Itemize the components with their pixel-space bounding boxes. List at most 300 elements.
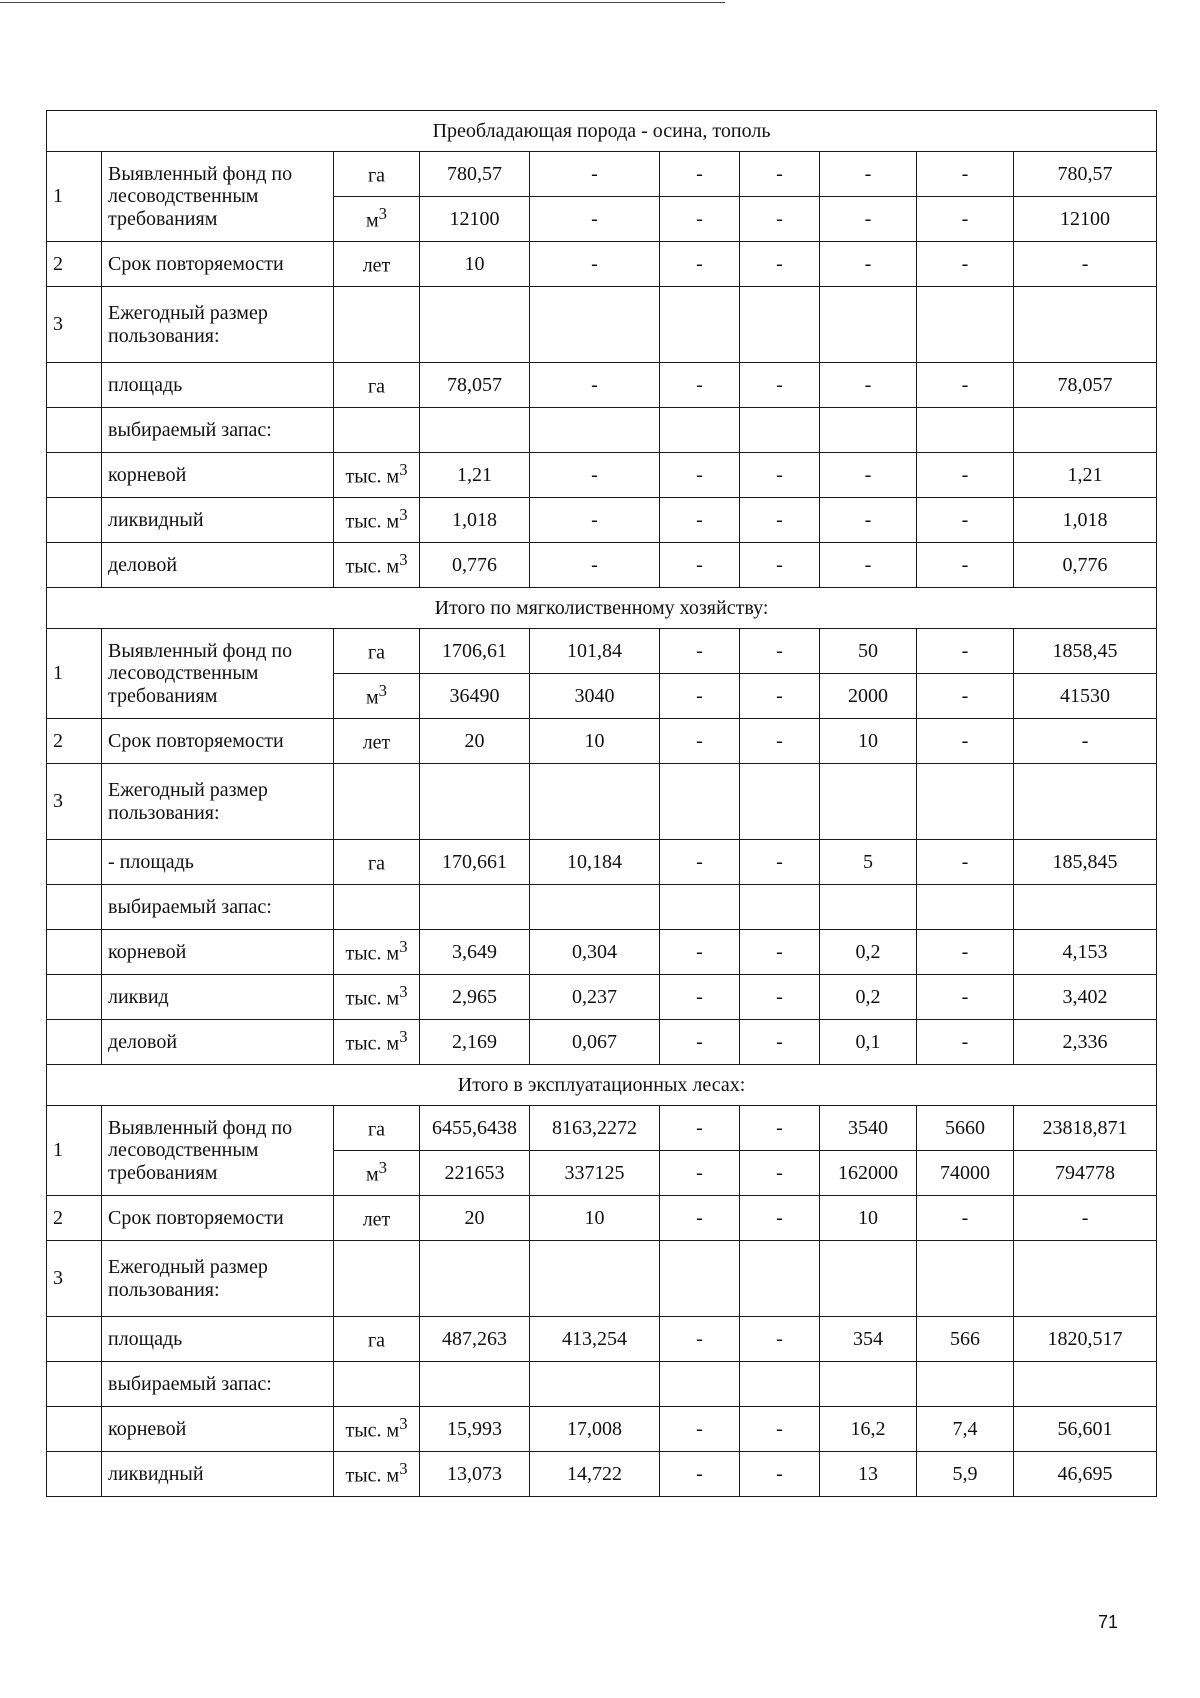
table-row bbox=[47, 498, 1157, 543]
row-label: корневой bbox=[102, 1407, 334, 1452]
row-label: Ежегодный размер пользования: bbox=[102, 287, 334, 363]
total-value-cell: 78,057 bbox=[1014, 363, 1157, 408]
value-cell: - bbox=[820, 543, 917, 588]
value-cell: - bbox=[917, 1020, 1014, 1065]
value-cell: 2,965 bbox=[420, 975, 530, 1020]
empty-cell bbox=[530, 408, 660, 453]
unit-cell bbox=[334, 152, 420, 197]
value-cell: - bbox=[660, 498, 740, 543]
empty-cell bbox=[530, 287, 660, 363]
unit-text: га bbox=[367, 1119, 386, 1142]
value-cell: - bbox=[530, 498, 660, 543]
unit-cell bbox=[334, 719, 420, 764]
total-value-cell: 1820,517 bbox=[1014, 1317, 1157, 1362]
total-value-cell: - bbox=[1014, 719, 1157, 764]
value-cell: - bbox=[530, 197, 660, 242]
row-number bbox=[47, 1317, 102, 1362]
value-cell: - bbox=[740, 719, 820, 764]
total-value-cell: 41530 bbox=[1014, 674, 1157, 719]
unit-text: тыс. м bbox=[345, 988, 400, 1011]
empty-cell bbox=[820, 287, 917, 363]
value-cell: 0,776 bbox=[420, 543, 530, 588]
value-cell: - bbox=[917, 719, 1014, 764]
value-cell: - bbox=[820, 152, 917, 197]
row-number: 1 bbox=[47, 629, 102, 719]
row-number bbox=[47, 363, 102, 408]
empty-cell bbox=[660, 885, 740, 930]
value-cell: 78,057 bbox=[420, 363, 530, 408]
unit-text: га bbox=[367, 165, 386, 188]
unit-cell bbox=[334, 629, 420, 674]
table-row bbox=[47, 764, 1157, 840]
value-cell: - bbox=[917, 363, 1014, 408]
empty-cell bbox=[1014, 764, 1157, 840]
empty-cell bbox=[917, 885, 1014, 930]
empty-cell bbox=[334, 885, 420, 930]
row-label: ликвидный bbox=[102, 498, 334, 543]
unit-text: лет bbox=[362, 1209, 391, 1232]
table-row bbox=[47, 363, 1157, 408]
row-label: ликвидный bbox=[102, 1452, 334, 1497]
unit-cell bbox=[334, 1196, 420, 1241]
row-label: Ежегодный размер пользования: bbox=[102, 1241, 334, 1317]
value-cell: - bbox=[917, 840, 1014, 885]
value-cell: 13 bbox=[820, 1452, 917, 1497]
total-value-cell: - bbox=[1014, 242, 1157, 287]
value-cell: - bbox=[660, 719, 740, 764]
row-number bbox=[47, 453, 102, 498]
table-row bbox=[47, 1106, 1157, 1151]
table-row bbox=[47, 1452, 1157, 1497]
unit-cell bbox=[334, 1151, 420, 1196]
total-value-cell: 0,776 bbox=[1014, 543, 1157, 588]
value-cell: - bbox=[740, 1407, 820, 1452]
row-number bbox=[47, 1407, 102, 1452]
total-value-cell: 780,57 bbox=[1014, 152, 1157, 197]
row-number: 2 bbox=[47, 242, 102, 287]
empty-cell bbox=[334, 287, 420, 363]
empty-cell bbox=[1014, 1241, 1157, 1317]
value-cell: - bbox=[660, 1317, 740, 1362]
unit-exponent: 3 bbox=[399, 1414, 408, 1434]
empty-cell bbox=[660, 1241, 740, 1317]
value-cell: 5660 bbox=[917, 1106, 1014, 1151]
value-cell: 566 bbox=[917, 1317, 1014, 1362]
value-cell: - bbox=[740, 1196, 820, 1241]
value-cell: 15,993 bbox=[420, 1407, 530, 1452]
empty-cell bbox=[530, 885, 660, 930]
value-cell: - bbox=[660, 975, 740, 1020]
empty-cell bbox=[420, 885, 530, 930]
row-number: 2 bbox=[47, 719, 102, 764]
row-number bbox=[47, 543, 102, 588]
value-cell: 780,57 bbox=[420, 152, 530, 197]
value-cell: - bbox=[660, 930, 740, 975]
value-cell: - bbox=[660, 543, 740, 588]
unit-exponent: 3 bbox=[378, 1158, 387, 1178]
value-cell: 0,237 bbox=[530, 975, 660, 1020]
row-label: корневой bbox=[102, 930, 334, 975]
value-cell: - bbox=[740, 674, 820, 719]
unit-text: тыс. м bbox=[345, 511, 400, 534]
unit-text: м bbox=[366, 1164, 379, 1187]
value-cell: - bbox=[820, 453, 917, 498]
value-cell: - bbox=[660, 840, 740, 885]
empty-cell bbox=[530, 1241, 660, 1317]
table-row bbox=[47, 453, 1157, 498]
page-number: 71 bbox=[1098, 1612, 1119, 1632]
row-label: Выявленный фонд по лесоводственным требованиям bbox=[102, 1106, 334, 1196]
value-cell: - bbox=[917, 975, 1014, 1020]
unit-exponent: 3 bbox=[399, 1459, 408, 1479]
value-cell: 36490 bbox=[420, 674, 530, 719]
row-label: деловой bbox=[102, 543, 334, 588]
row-label: Выявленный фонд по лесоводственным требованиям bbox=[102, 629, 334, 719]
value-cell: 14,722 bbox=[530, 1452, 660, 1497]
unit-text: тыс. м bbox=[345, 466, 400, 489]
value-cell: - bbox=[660, 629, 740, 674]
row-number bbox=[47, 1452, 102, 1497]
unit-cell bbox=[334, 543, 420, 588]
value-cell: - bbox=[740, 1020, 820, 1065]
value-cell: 20 bbox=[420, 1196, 530, 1241]
section-title-row bbox=[47, 588, 1157, 629]
empty-cell bbox=[917, 1241, 1014, 1317]
value-cell: 3,649 bbox=[420, 930, 530, 975]
total-value-cell: 1,018 bbox=[1014, 498, 1157, 543]
value-cell: - bbox=[740, 1151, 820, 1196]
unit-exponent: 3 bbox=[399, 505, 408, 525]
unit-cell bbox=[334, 363, 420, 408]
forest-use-table-sheet bbox=[46, 110, 1156, 1497]
value-cell: 487,263 bbox=[420, 1317, 530, 1362]
row-number: 3 bbox=[47, 764, 102, 840]
value-cell: 5 bbox=[820, 840, 917, 885]
value-cell: - bbox=[820, 242, 917, 287]
value-cell: - bbox=[660, 453, 740, 498]
empty-cell bbox=[820, 1241, 917, 1317]
value-cell: - bbox=[917, 930, 1014, 975]
value-cell: - bbox=[660, 242, 740, 287]
table-row bbox=[47, 840, 1157, 885]
empty-cell bbox=[917, 764, 1014, 840]
empty-cell bbox=[740, 287, 820, 363]
empty-cell bbox=[660, 287, 740, 363]
table-row bbox=[47, 1196, 1157, 1241]
value-cell: 10 bbox=[420, 242, 530, 287]
value-cell: - bbox=[740, 453, 820, 498]
row-number: 3 bbox=[47, 287, 102, 363]
value-cell: - bbox=[740, 498, 820, 543]
value-cell: 1,018 bbox=[420, 498, 530, 543]
empty-cell bbox=[660, 764, 740, 840]
value-cell: 354 bbox=[820, 1317, 917, 1362]
table-row bbox=[47, 885, 1157, 930]
row-label: выбираемый запас: bbox=[102, 885, 334, 930]
value-cell: 1706,61 bbox=[420, 629, 530, 674]
unit-exponent: 3 bbox=[378, 204, 387, 224]
empty-cell bbox=[1014, 287, 1157, 363]
unit-exponent: 3 bbox=[399, 550, 408, 570]
empty-cell bbox=[420, 1241, 530, 1317]
unit-cell bbox=[334, 1020, 420, 1065]
value-cell: - bbox=[917, 674, 1014, 719]
table-row bbox=[47, 242, 1157, 287]
table-row bbox=[47, 1020, 1157, 1065]
value-cell: - bbox=[917, 629, 1014, 674]
value-cell: 101,84 bbox=[530, 629, 660, 674]
table-row bbox=[47, 930, 1157, 975]
unit-cell bbox=[334, 975, 420, 1020]
total-value-cell: 12100 bbox=[1014, 197, 1157, 242]
table-row bbox=[47, 1241, 1157, 1317]
value-cell: - bbox=[917, 453, 1014, 498]
row-label: выбираемый запас: bbox=[102, 1362, 334, 1407]
empty-cell bbox=[820, 885, 917, 930]
section-title: Итого в эксплуатационных лесах: bbox=[47, 1065, 1157, 1106]
value-cell: 5,9 bbox=[917, 1452, 1014, 1497]
unit-cell bbox=[334, 1106, 420, 1151]
total-value-cell: 1858,45 bbox=[1014, 629, 1157, 674]
empty-cell bbox=[334, 408, 420, 453]
row-number: 1 bbox=[47, 152, 102, 242]
row-number: 2 bbox=[47, 1196, 102, 1241]
empty-cell bbox=[660, 1362, 740, 1407]
value-cell: - bbox=[820, 197, 917, 242]
unit-text: лет bbox=[362, 255, 391, 278]
value-cell: - bbox=[917, 498, 1014, 543]
value-cell: - bbox=[740, 1317, 820, 1362]
unit-exponent: 3 bbox=[378, 681, 387, 701]
unit-cell bbox=[334, 453, 420, 498]
value-cell: 2,169 bbox=[420, 1020, 530, 1065]
table-body bbox=[47, 111, 1157, 1497]
table-row bbox=[47, 629, 1157, 674]
unit-text: га bbox=[367, 853, 386, 876]
value-cell: 0,2 bbox=[820, 975, 917, 1020]
row-label: Срок повторяемости bbox=[102, 242, 334, 287]
value-cell: - bbox=[660, 1196, 740, 1241]
unit-text: м bbox=[366, 687, 379, 710]
empty-cell bbox=[820, 1362, 917, 1407]
section-title-row bbox=[47, 111, 1157, 152]
value-cell: - bbox=[740, 930, 820, 975]
section-title: Преобладающая порода - осина, тополь bbox=[47, 111, 1157, 152]
empty-cell bbox=[917, 287, 1014, 363]
value-cell: - bbox=[660, 197, 740, 242]
top-edge-rule bbox=[0, 2, 725, 3]
value-cell: 10 bbox=[530, 1196, 660, 1241]
unit-exponent: 3 bbox=[399, 460, 408, 480]
empty-cell bbox=[917, 1362, 1014, 1407]
total-value-cell: 185,845 bbox=[1014, 840, 1157, 885]
table-row bbox=[47, 408, 1157, 453]
value-cell: - bbox=[917, 543, 1014, 588]
value-cell: - bbox=[740, 975, 820, 1020]
row-number bbox=[47, 1020, 102, 1065]
row-label: выбираемый запас: bbox=[102, 408, 334, 453]
value-cell: 3040 bbox=[530, 674, 660, 719]
value-cell: - bbox=[660, 152, 740, 197]
unit-cell bbox=[334, 1317, 420, 1362]
value-cell: - bbox=[740, 840, 820, 885]
section-title-row bbox=[47, 1065, 1157, 1106]
empty-cell bbox=[1014, 885, 1157, 930]
unit-text: м bbox=[366, 210, 379, 233]
unit-exponent: 3 bbox=[399, 982, 408, 1002]
empty-cell bbox=[740, 885, 820, 930]
value-cell: - bbox=[660, 1452, 740, 1497]
value-cell: - bbox=[820, 363, 917, 408]
row-label: ликвид bbox=[102, 975, 334, 1020]
value-cell: - bbox=[740, 629, 820, 674]
empty-cell bbox=[530, 764, 660, 840]
table-row bbox=[47, 287, 1157, 363]
empty-cell bbox=[420, 287, 530, 363]
row-number: 3 bbox=[47, 1241, 102, 1317]
value-cell: 50 bbox=[820, 629, 917, 674]
empty-cell bbox=[820, 408, 917, 453]
empty-cell bbox=[420, 408, 530, 453]
unit-cell bbox=[334, 1452, 420, 1497]
total-value-cell: 794778 bbox=[1014, 1151, 1157, 1196]
value-cell: - bbox=[917, 242, 1014, 287]
row-number bbox=[47, 408, 102, 453]
value-cell: 170,661 bbox=[420, 840, 530, 885]
value-cell: - bbox=[660, 674, 740, 719]
total-value-cell: 2,336 bbox=[1014, 1020, 1157, 1065]
unit-text: тыс. м bbox=[345, 1465, 400, 1488]
empty-cell bbox=[740, 1241, 820, 1317]
table-row bbox=[47, 1362, 1157, 1407]
row-label: Выявленный фонд по лесоводственным требованиям bbox=[102, 152, 334, 242]
value-cell: - bbox=[740, 1452, 820, 1497]
empty-cell bbox=[917, 408, 1014, 453]
value-cell: 12100 bbox=[420, 197, 530, 242]
value-cell: 0,2 bbox=[820, 930, 917, 975]
row-label: деловой bbox=[102, 1020, 334, 1065]
row-label: - площадь bbox=[102, 840, 334, 885]
value-cell: - bbox=[660, 1020, 740, 1065]
total-value-cell: 46,695 bbox=[1014, 1452, 1157, 1497]
forest-use-table bbox=[46, 110, 1157, 1497]
unit-cell bbox=[334, 930, 420, 975]
value-cell: - bbox=[530, 543, 660, 588]
table-row bbox=[47, 1317, 1157, 1362]
unit-text: тыс. м bbox=[345, 1033, 400, 1056]
value-cell: 10 bbox=[820, 719, 917, 764]
empty-cell bbox=[530, 1362, 660, 1407]
unit-text: га bbox=[367, 376, 386, 399]
empty-cell bbox=[334, 764, 420, 840]
empty-cell bbox=[740, 1362, 820, 1407]
value-cell: 162000 bbox=[820, 1151, 917, 1196]
value-cell: 3540 bbox=[820, 1106, 917, 1151]
value-cell: 10 bbox=[820, 1196, 917, 1241]
table-row bbox=[47, 543, 1157, 588]
row-number: 1 bbox=[47, 1106, 102, 1196]
unit-text: тыс. м bbox=[345, 556, 400, 579]
section-title: Итого по мягколиственному хозяйству: bbox=[47, 588, 1157, 629]
total-value-cell: - bbox=[1014, 1196, 1157, 1241]
unit-cell bbox=[334, 674, 420, 719]
table-row bbox=[47, 719, 1157, 764]
value-cell: 337125 bbox=[530, 1151, 660, 1196]
value-cell: 0,1 bbox=[820, 1020, 917, 1065]
value-cell: - bbox=[917, 1196, 1014, 1241]
value-cell: 20 bbox=[420, 719, 530, 764]
row-label: площадь bbox=[102, 363, 334, 408]
table-row bbox=[47, 152, 1157, 197]
value-cell: - bbox=[660, 1407, 740, 1452]
value-cell: - bbox=[740, 197, 820, 242]
value-cell: 1,21 bbox=[420, 453, 530, 498]
value-cell: 2000 bbox=[820, 674, 917, 719]
row-label: Ежегодный размер пользования: bbox=[102, 764, 334, 840]
value-cell: - bbox=[740, 363, 820, 408]
empty-cell bbox=[740, 408, 820, 453]
value-cell: 74000 bbox=[917, 1151, 1014, 1196]
total-value-cell: 4,153 bbox=[1014, 930, 1157, 975]
value-cell: 221653 bbox=[420, 1151, 530, 1196]
empty-cell bbox=[334, 1362, 420, 1407]
value-cell: - bbox=[917, 197, 1014, 242]
empty-cell bbox=[420, 764, 530, 840]
value-cell: - bbox=[530, 453, 660, 498]
value-cell: - bbox=[660, 1106, 740, 1151]
unit-exponent: 3 bbox=[399, 937, 408, 957]
empty-cell bbox=[740, 764, 820, 840]
value-cell: 413,254 bbox=[530, 1317, 660, 1362]
row-number bbox=[47, 975, 102, 1020]
unit-text: тыс. м bbox=[345, 1420, 400, 1443]
total-value-cell: 3,402 bbox=[1014, 975, 1157, 1020]
row-number bbox=[47, 1362, 102, 1407]
total-value-cell: 1,21 bbox=[1014, 453, 1157, 498]
empty-cell bbox=[1014, 1362, 1157, 1407]
value-cell: - bbox=[530, 363, 660, 408]
value-cell: - bbox=[917, 152, 1014, 197]
row-label: Срок повторяемости bbox=[102, 719, 334, 764]
value-cell: 10,184 bbox=[530, 840, 660, 885]
unit-cell bbox=[334, 242, 420, 287]
row-number bbox=[47, 885, 102, 930]
value-cell: - bbox=[740, 152, 820, 197]
row-number bbox=[47, 840, 102, 885]
unit-cell bbox=[334, 1407, 420, 1452]
unit-text: га bbox=[367, 1330, 386, 1353]
value-cell: 16,2 bbox=[820, 1407, 917, 1452]
total-value-cell: 23818,871 bbox=[1014, 1106, 1157, 1151]
value-cell: - bbox=[740, 543, 820, 588]
row-number bbox=[47, 498, 102, 543]
unit-text: лет bbox=[362, 732, 391, 755]
value-cell: 8163,2272 bbox=[530, 1106, 660, 1151]
value-cell: - bbox=[530, 242, 660, 287]
row-label: Срок повторяемости bbox=[102, 1196, 334, 1241]
value-cell: - bbox=[660, 1151, 740, 1196]
unit-text: га bbox=[367, 642, 386, 665]
value-cell: - bbox=[530, 152, 660, 197]
empty-cell bbox=[1014, 408, 1157, 453]
unit-exponent: 3 bbox=[399, 1027, 408, 1047]
table-row bbox=[47, 1407, 1157, 1452]
row-label: площадь bbox=[102, 1317, 334, 1362]
unit-text: тыс. м bbox=[345, 943, 400, 966]
value-cell: 6455,6438 bbox=[420, 1106, 530, 1151]
unit-cell bbox=[334, 197, 420, 242]
total-value-cell: 56,601 bbox=[1014, 1407, 1157, 1452]
